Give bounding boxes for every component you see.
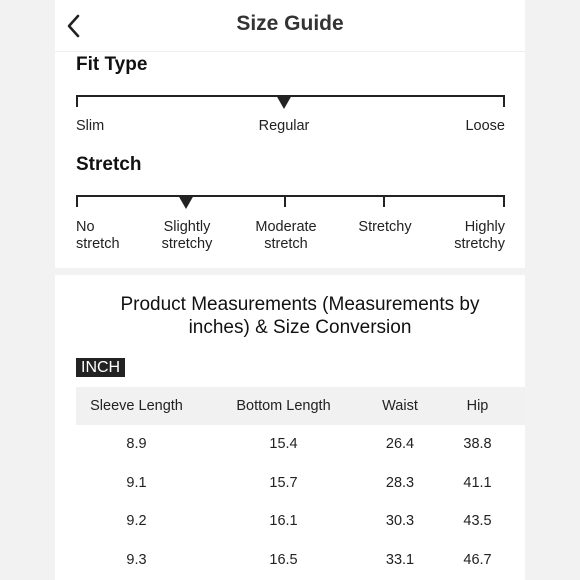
table-header-row bbox=[76, 387, 525, 425]
stretch-label-moderate bbox=[236, 219, 336, 253]
table-cell: 15.7 bbox=[269, 474, 298, 491]
column-header-bottom-length: Bottom Length bbox=[236, 398, 331, 414]
table-cell: 46.7 bbox=[463, 551, 492, 568]
table-cell: 9.3 bbox=[126, 551, 147, 568]
table-cell: 43.5 bbox=[463, 513, 492, 530]
table-cell: 33.1 bbox=[385, 551, 415, 568]
fit-type-tick-loose bbox=[503, 95, 505, 107]
stretch-label-moderate-line2: stretch bbox=[264, 236, 308, 252]
stretch-label-slightly-line1: Slightly bbox=[163, 219, 211, 235]
table-row bbox=[76, 425, 525, 464]
stretch-label-slightly-line2: stretchy bbox=[161, 236, 213, 252]
stretch-label-stretchy-line1: Stretchy bbox=[358, 219, 412, 235]
stretch-scale-line bbox=[76, 195, 505, 197]
stretch-tick-no-stretch bbox=[76, 195, 78, 207]
stretch-label-slightly bbox=[137, 219, 237, 253]
table-cell: 38.8 bbox=[463, 436, 492, 453]
page-title: Size Guide bbox=[236, 12, 344, 35]
table-cell: 9.2 bbox=[126, 513, 147, 530]
column-header-waist: Waist bbox=[382, 398, 418, 414]
fit-type-title: Fit Type bbox=[76, 54, 148, 75]
header-bar bbox=[55, 0, 525, 52]
table-cell: 15.4 bbox=[269, 436, 298, 453]
stretch-label-highly-line1: Highly bbox=[464, 219, 505, 235]
stretch-title: Stretch bbox=[76, 154, 142, 175]
stretch-tick-moderate bbox=[284, 195, 286, 207]
stretch-tick-stretchy bbox=[383, 195, 385, 207]
measurements-title-line2: inches) & Size Conversion bbox=[188, 317, 412, 338]
stretch-label-no-stretch-line1: No bbox=[76, 219, 95, 235]
table-cell: 16.1 bbox=[269, 513, 298, 530]
unit-badge[interactable]: INCH bbox=[76, 358, 125, 377]
stretch-label-highly-line2: stretchy bbox=[454, 236, 505, 252]
stretch-label-no-stretch bbox=[76, 219, 120, 253]
table-cell: 26.4 bbox=[385, 436, 415, 453]
column-header-sleeve-length: Sleeve Length bbox=[90, 398, 183, 414]
fit-type-label-loose: Loose bbox=[465, 118, 505, 134]
stretch-pointer-marker bbox=[178, 195, 194, 209]
table-cell: 30.3 bbox=[385, 513, 415, 530]
column-header-hip: Hip bbox=[466, 398, 489, 414]
table-cell: 28.3 bbox=[385, 474, 415, 491]
stretch-label-highly bbox=[405, 219, 505, 253]
fit-type-label-slim: Slim bbox=[76, 118, 105, 134]
fit-type-label-regular: Regular bbox=[258, 118, 310, 134]
measurements-title-line1: Product Measurements (Measurements by bbox=[120, 294, 480, 315]
table-row bbox=[76, 502, 525, 541]
fit-type-tick-slim bbox=[76, 95, 78, 107]
table-row bbox=[76, 464, 525, 503]
table-cell: 16.5 bbox=[269, 551, 298, 568]
stretch-label-no-stretch-line2: stretch bbox=[76, 236, 120, 252]
table-cell: 9.1 bbox=[126, 474, 147, 491]
stretch-tick-highly bbox=[503, 195, 505, 207]
table-cell: 8.9 bbox=[126, 436, 147, 453]
measurements-title bbox=[55, 293, 545, 339]
table-row bbox=[76, 541, 525, 580]
table-cell: 41.1 bbox=[463, 474, 492, 491]
stretch-label-moderate-line1: Moderate bbox=[255, 219, 317, 235]
fit-type-pointer-marker bbox=[276, 95, 292, 109]
size-table bbox=[76, 387, 525, 579]
